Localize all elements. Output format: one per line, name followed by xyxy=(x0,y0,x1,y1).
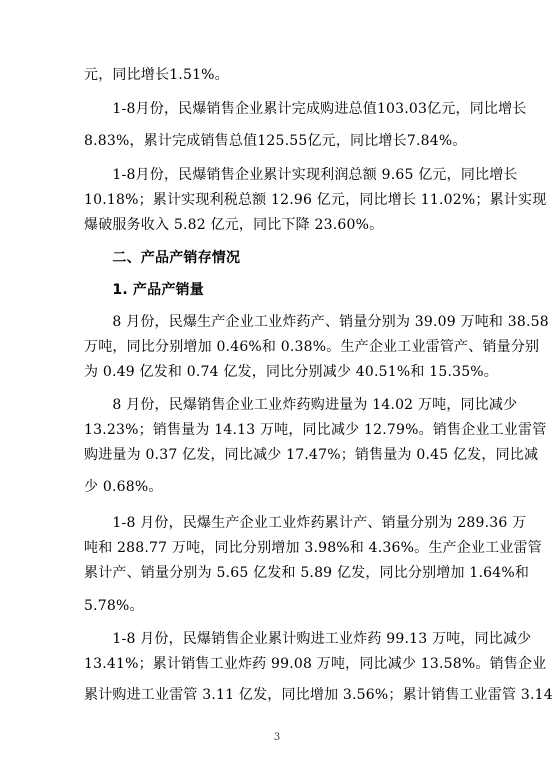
text-line: 1-8 月份，民爆生产企业工业炸药累计产、销量分别为 289.36 万 xyxy=(84,515,527,531)
text-line: 累计购进工业雷管 3.11 亿发，同比增加 3.56%；累计销售工业雷管 3.14 xyxy=(84,687,553,703)
text-line: 13.41%；累计销售工业炸药 99.08 万吨，同比减少 13.58%。销售企业 xyxy=(84,656,547,672)
section-heading: 二、产品产销存情况 xyxy=(84,250,241,266)
text-line: 8 月份，民爆生产企业工业炸药产、销量分别为 39.09 万吨和 38.58 xyxy=(84,314,549,330)
text-line: 5.78%。 xyxy=(84,598,144,614)
text-line: 吨和 288.77 万吨，同比分别增加 3.98%和 4.36%。生产企业工业雷管 xyxy=(84,540,542,556)
text-line: 万吨，同比分别增加 0.46%和 0.38%。生产企业工业雷管产、销量分别 xyxy=(84,339,540,355)
text-line: 累计产、销量分别为 5.65 亿发和 5.89 亿发，同比分别增加 1.64%和 xyxy=(84,565,530,581)
text-line: 购进量为 0.37 亿发，同比减少 17.47%；销售量为 0.45 亿发，同比减 xyxy=(84,447,539,463)
text-line: 8 月份，民爆销售企业工业炸药购进量为 14.02 万吨，同比减少 xyxy=(84,397,518,413)
page-number: 3 xyxy=(273,732,281,743)
text-line: 为 0.49 亿发和 0.74 亿发，同比分别减少 40.51%和 15.35%。 xyxy=(84,364,499,380)
text-line: 少 0.68%。 xyxy=(84,479,163,495)
text-line: 8.83%，累计完成销售总值125.55亿元，同比增长7.84%。 xyxy=(84,133,467,149)
text-line: 1-8月份，民爆销售企业累计完成购进总值103.03亿元，同比增长 xyxy=(84,101,527,117)
text-line: 1-8 月份，民爆销售企业累计购进工业炸药 99.13 万吨，同比减少 xyxy=(84,631,532,647)
text-line: 10.18%；累计实现利税总额 12.96 亿元，同比增长 11.02%；累计实现 xyxy=(84,192,547,208)
subsection-heading: 1. 产品产销量 xyxy=(84,282,204,298)
text-line: 1-8月份，民爆销售企业累计实现利润总额 9.65 亿元，同比增长 xyxy=(84,167,518,183)
text-line: 13.23%；销售量为 14.13 万吨，同比减少 12.79%。销售企业工业雷管 xyxy=(84,422,547,438)
text-line: 元，同比增长1.51%。 xyxy=(84,67,229,83)
text-line: 爆破服务收入 5.82 亿元，同比下降 23.60%。 xyxy=(84,217,384,233)
